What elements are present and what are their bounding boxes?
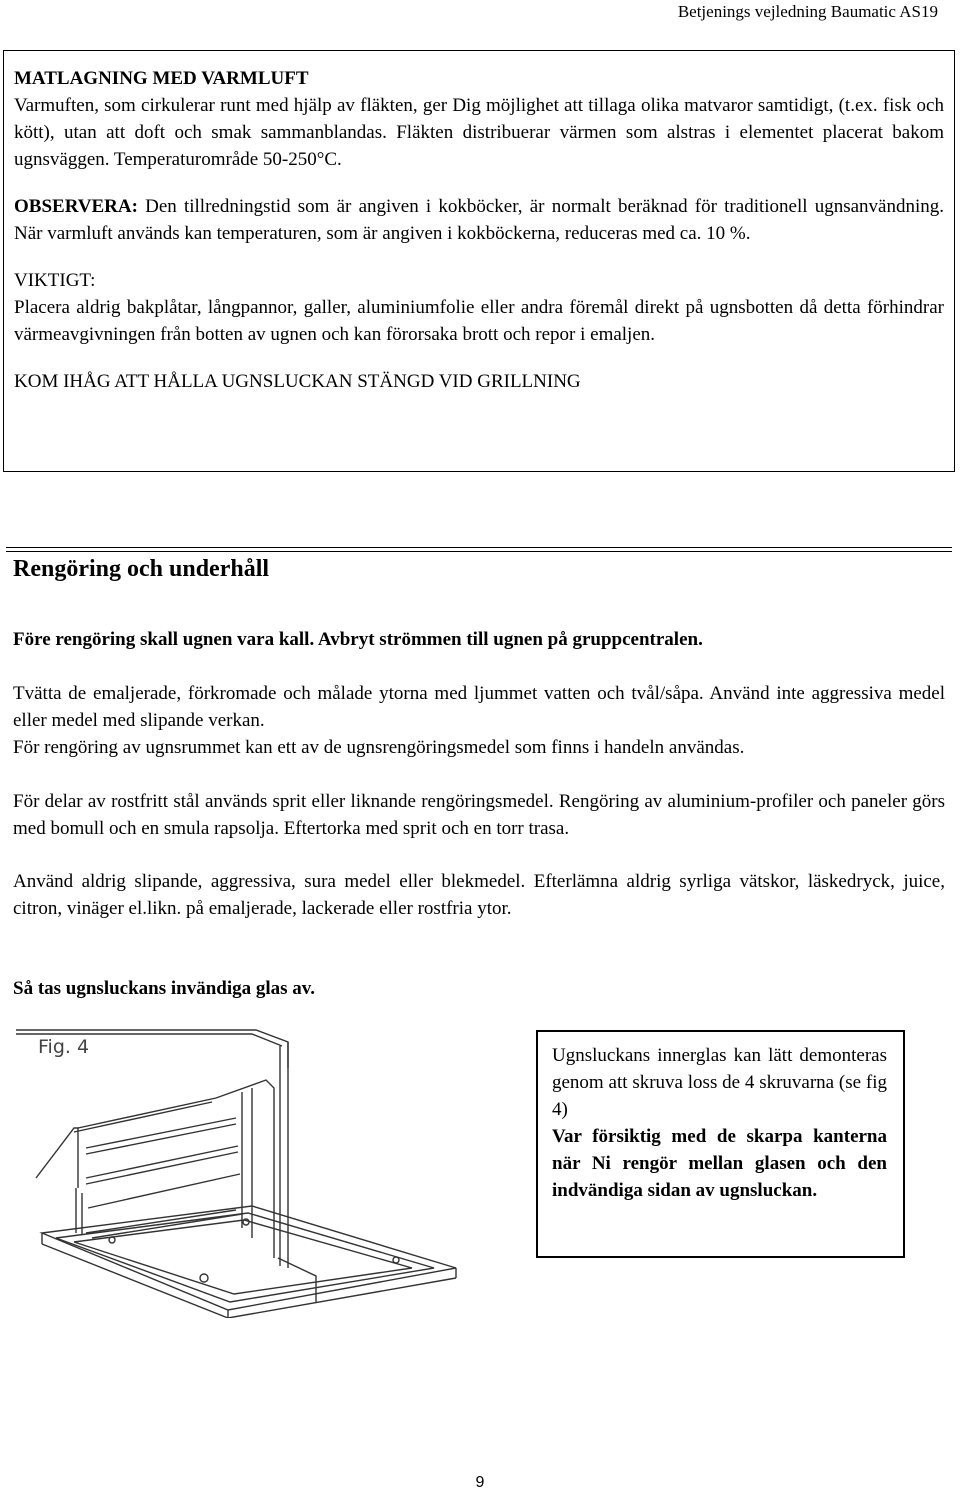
hot-air-paragraph: Varmuften, som cirkulerar runt med hjälp av fläkten, ger Dig möjlighet att tillaga olika matvaror samtidigt, (t.ex. fisk och kött), utan att doft och smak sammanblandas. Fläkten distribuerar värmen som alstras i elementet placerat bakom ugnsväggen. Temperaturområde 50-250°C. — [14, 95, 944, 170]
cleaning-warning: Före rengöring skall ugnen vara kall. Avbryt strömmen till ugnen på gruppcentralen. — [13, 629, 703, 650]
hot-air-cooking-box — [3, 50, 955, 472]
important-label: VIKTIGT: — [14, 270, 96, 291]
important-text: Placera aldrig bakplåtar, långpannor, galler, aluminiumfolie eller andra föremål direkt på ugnsbotten då detta förhindrar värmeavgivningen från botten av ugnen och kan förorsaka brott och repor i emaljen. — [14, 297, 944, 345]
glass-removal-note-box — [536, 1030, 905, 1258]
oven-door-figure — [16, 1028, 504, 1318]
cleaning-paragraph-1: Tvätta de emaljerade, förkromade och målade ytorna med ljummet vatten och tvål/såpa. Använd inte aggressiva medel eller medel med slipande verkan. — [13, 683, 945, 731]
section-rule-top — [6, 547, 952, 548]
page-header: Betjenings vejledning Baumatic AS19 — [677, 2, 938, 21]
note-text: Den tillredningstid som är angiven i kokböcker, är normalt beräknad för traditionell ugnsanvändning. När varmluft används kan temperaturen, som är angiven i kokböckerna, reduceras med ca. 10 %. — [14, 196, 944, 244]
note-paragraph — [14, 193, 944, 247]
oven-door-illustration — [16, 1028, 504, 1318]
figure-label: Fig. 4 — [38, 1036, 90, 1058]
cleaning-paragraph-4: Använd aldrig slipande, aggressiva, sura medel eller blekmedel. Efterlämna aldrig syrliga vätskor, läskedryck, juice, citron, vinäger el.likn. på emaljerade, lackerade eller rostfria ytor. — [13, 871, 945, 919]
cleaning-title: Rengöring och underhåll — [13, 556, 270, 582]
note-label: OBSERVERA: — [14, 196, 138, 217]
hot-air-heading: MATLAGNING MED VARMLUFT — [14, 68, 309, 89]
cleaning-paragraph-3: För delar av rostfritt stål används sprit eller liknande rengöringsmedel. Rengöring av aluminium-profiler och paneler görs med bomull och en smula rapsolja. Eftertorka med sprit och en torr trasa. — [13, 791, 945, 839]
section-rule-bottom — [6, 551, 952, 552]
glass-heading: Så tas ugnsluckans invändiga glas av. — [13, 978, 316, 999]
glass-caution-text: Var försiktig med de skarpa kanterna när Ni rengör mellan glasen och den indvändiga sidan av ugnsluckan. — [552, 1126, 887, 1201]
glass-removal-text: Ugnsluckans innerglas kan lätt demonteras genom att skruva loss de 4 skruvarna (se fig 4) — [552, 1045, 887, 1120]
cleaning-paragraph-2: För rengöring av ugnsrummet kan ett av de ugnsrengöringsmedel som finns i handeln användas. — [13, 737, 745, 758]
reminder-text: KOM IHÅG ATT HÅLLA UGNSLUCKAN STÄNGD VID GRILLNING — [14, 371, 581, 392]
page-number: 9 — [475, 1474, 485, 1491]
